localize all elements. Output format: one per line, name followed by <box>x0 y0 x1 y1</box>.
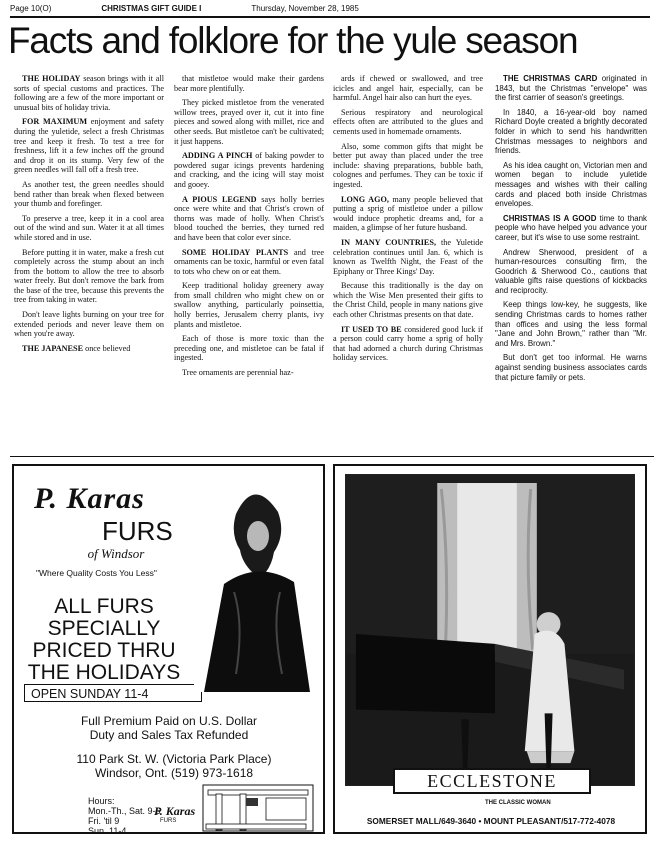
paragraph-lead: LONG AGO, <box>341 194 389 204</box>
article-paragraph <box>14 117 164 175</box>
article-paragraph <box>333 142 483 190</box>
paragraph-lead: A PIOUS LEGEND <box>182 194 257 204</box>
article-column-1 <box>14 74 164 452</box>
paragraph-lead: THE HOLIDAY <box>22 74 81 83</box>
article-paragraph <box>495 161 647 209</box>
article-paragraph <box>333 108 483 137</box>
mini-furs-label: FURS <box>160 818 177 824</box>
article-paragraph <box>14 344 164 354</box>
location-map <box>202 784 314 832</box>
paragraph-lead: ADDING A PINCH <box>182 151 253 161</box>
paragraph-lead: IT USED TO BE <box>341 324 402 334</box>
premium-line: Full Premium Paid on U.S. Dollar <box>80 714 258 728</box>
store-address <box>54 752 294 780</box>
article-paragraph <box>14 248 164 306</box>
article-paragraph <box>174 74 324 93</box>
paragraph-text: time to thank people who have helped you advance your career, but it's wise to use some restraint. <box>495 213 647 242</box>
paragraph-text: To preserve a tree, keep it in a cool area out of the wind and sun. Water it at all times while stored and in use. <box>14 213 164 242</box>
karas-logo: P. Karas <box>34 482 145 515</box>
promo-line: SPECIALLY <box>47 617 161 640</box>
section-divider <box>10 456 654 457</box>
paragraph-text: enjoyment and safety during the yuletide, select a fresh Christmas tree and keep it fresh. To test a tree for freshness, lift it a few inches off the ground and drop it on its stump. Very few of the green needles will fall off a fresh tree. <box>14 117 164 175</box>
piano-woman-photo <box>345 474 635 786</box>
article-paragraph <box>174 195 324 243</box>
paragraph-lead: FOR MAXIMUM <box>22 117 88 127</box>
karas-furs-ad <box>12 464 325 834</box>
paragraph-text: Each of those is more toxic than the preceding one, and mistletoe can be fatal if ingested. <box>174 334 324 363</box>
article-paragraph <box>14 180 164 209</box>
ecclestone-logo: ECCLESTONE <box>393 768 591 794</box>
article-paragraph <box>14 214 164 243</box>
paragraph-lead: IN MANY COUNTRIES, <box>341 237 436 247</box>
article-paragraph <box>174 248 324 277</box>
hours-line: Fri. 'til 9 <box>88 816 120 826</box>
article-paragraph <box>14 310 164 339</box>
article-paragraph <box>333 325 483 363</box>
promo-text <box>24 596 184 684</box>
section-name: CHRISTMAS GIFT GUIDE I <box>101 4 202 13</box>
paragraph-text: once believed <box>83 343 131 353</box>
paragraph-lead: SOME HOLIDAY PLANTS <box>182 247 289 257</box>
ad-tagline: "Where Quality Costs You Less" <box>36 568 157 578</box>
hours-line: Sun. 11-4 <box>88 826 127 836</box>
paragraph-text: Tree ornaments are perennial haz- <box>182 368 294 378</box>
paragraph-text: Andrew Sherwood, president of a human-resources consulting firm, the Goodrich & Sherwood Co., cautions that valuable gifts raise questions of kickbacks and reciprocity. <box>495 247 647 295</box>
paragraph-lead: CHRISTMAS IS A GOOD <box>503 213 597 223</box>
page-number: Page 10(O) <box>10 4 52 13</box>
paragraph-text: ards if chewed or swallowed, and tree icicles and angel hair, especially, can be harmful. Angel hair also can hurt the eyes. <box>333 74 483 103</box>
article-paragraph <box>174 151 324 189</box>
article-column-2 <box>174 74 324 452</box>
article-paragraph <box>333 195 483 233</box>
article-paragraph <box>174 281 324 329</box>
article-paragraph <box>174 368 324 378</box>
paragraph-text: the Yuletide celebration continues until Jan. 6, which is known as Twelfth Night, the Feast of the Epiphany or Three Kings' Day. <box>333 237 483 276</box>
paragraph-text: season brings with it all sorts of special customs and practices. The following are a few of the more important or unusual bits of holiday trivia. <box>14 74 164 112</box>
article-paragraph <box>174 98 324 146</box>
paragraph-text: originated in 1843, but the Christmas "envelope" was the first carrier of season's greetings. <box>495 74 647 103</box>
paragraph-text: Keep traditional holiday greenery away from small children who might chew on or swallow anything, particularly poinsettia, holly berries, Jerusalem cherry plants, ivy plants and mistletoe. <box>174 281 324 329</box>
issue-date: Thursday, November 28, 1985 <box>251 4 359 13</box>
article-paragraph <box>495 108 647 156</box>
premium-line: Duty and Sales Tax Refunded <box>89 728 249 742</box>
mini-logo: P. Karas <box>154 804 196 818</box>
furs-heading: FURS <box>102 516 173 546</box>
article-paragraph <box>14 74 164 112</box>
paragraph-text: Keep things low-key, he suggests, like sending Christmas cards to homes rather than offices and using the less formal "Jane and John Brown," rather than "Mr. and Mrs. Brown." <box>495 300 647 348</box>
paragraph-lead: THE JAPANESE <box>22 343 84 353</box>
open-sunday-box: OPEN SUNDAY 11-4 <box>24 684 202 702</box>
woman-in-fur-photo <box>194 474 318 692</box>
windsor-subtitle: of Windsor <box>87 546 145 561</box>
article-column-3 <box>333 74 483 452</box>
ecclestone-slogan: THE CLASSIC WOMAN <box>485 800 551 806</box>
paragraph-text: and tree ornaments can be toxic, harmful or even fatal to tots who chew on or eat them. <box>174 247 324 276</box>
paragraph-text: Serious respiratory and neurological effects often are attributed to the glues and cements used in homemade ornaments. <box>333 107 483 136</box>
article-paragraph <box>333 238 483 276</box>
paragraph-lead: THE CHRISTMAS CARD <box>503 74 598 83</box>
store-hours <box>88 796 161 836</box>
article-paragraph <box>495 74 647 103</box>
headline: Facts and folklore for the yule season <box>8 20 578 61</box>
promo-line: ALL FURS <box>54 595 154 618</box>
premium-notice <box>44 714 294 742</box>
hours-line: Mon.-Th., Sat. 9-6 <box>88 806 161 816</box>
paragraph-text: says holly berries once were white and that Christ's crown of thorns was made of holly. When Christ's blood touched the berries, they turned red and have been that color ever since. <box>174 194 324 242</box>
article-column-4 <box>495 74 647 452</box>
paragraph-text: considered good luck if a person could carry home a sprig of holly that had adorned a church during Christmas holiday services. <box>333 324 483 363</box>
promo-line: PRICED THRU <box>32 639 176 662</box>
article-paragraph <box>495 248 647 296</box>
address-line: 110 Park St. W. (Victoria Park Place) <box>76 752 272 766</box>
paragraph-text: Also, some common gifts that might be better put away than placed under the tree include: shaving preparations, bubble bath, colognes and perfumes. They can be toxic if ingested. <box>333 141 483 189</box>
promo-line: THE HOLIDAYS <box>27 661 181 684</box>
article-paragraph <box>495 300 647 348</box>
article-paragraph <box>333 281 483 319</box>
ecclestone-ad <box>333 464 647 834</box>
article-paragraph <box>333 74 483 103</box>
paragraph-text: that mistletoe would make their gardens bear more plentifully. <box>174 74 324 93</box>
paragraph-text: of baking powder to powdered sugar icings prevents hardening and cracking, and the icing will stay moist and gooey. <box>174 151 324 189</box>
article-paragraph <box>174 334 324 363</box>
ecclestone-addresses: SOMERSET MALL/649-3640 • MOUNT PLEASANT/517-772-4078 <box>366 816 616 826</box>
paragraph-text: But don't get too informal. He warns against sending business associates cards that picture family or pets. <box>495 353 647 382</box>
paragraph-text: As his idea caught on, Victorian men and women began to include yuletide messages and wishes with their calling cards and placed both inside Christmas envelopes. <box>495 160 647 209</box>
article-paragraph <box>495 214 647 243</box>
paragraph-text: Because this traditionally is the day on which the Wise Men presented their gifts to the Christ Child, people in many nations give each other Christmas presents on that date. <box>333 281 483 320</box>
address-line: Windsor, Ont. (519) 973-1618 <box>94 766 254 780</box>
article-paragraph <box>495 353 647 382</box>
paragraph-text: many people believed that putting a sprig of mistletoe under a pillow would induce prophetic dreams and, for a maiden, a glimpse of her future husband. <box>333 194 483 233</box>
paragraph-text: In 1840, a 16-year-old boy named Richard Doyle created a brightly decorated folder in which to send his handwritten Christmas messages to neighbors and friends. <box>495 107 647 156</box>
paragraph-text: Don't leave lights burning on your tree for extended periods and never leave them on when you're away. <box>14 310 164 339</box>
hours-line: Hours: <box>88 796 115 806</box>
paragraph-text: Before putting it in water, make a fresh cut completely across the stump about an inch from the bottom to allow the tree to absorb water freely. But don't remove the bark from the base of the tree, because this prevents the tree from taking in water. <box>14 247 164 305</box>
paragraph-text: As another test, the green needles should bend rather than break when flexed between your thumb and forefinger. <box>14 179 164 209</box>
paragraph-text: They picked mistletoe from the venerated willow trees, prayed over it, cut it into fine pieces and sowed along with millet, rice and other seeds. But mistletoe can't be cultivated; it just happens. <box>174 98 324 146</box>
